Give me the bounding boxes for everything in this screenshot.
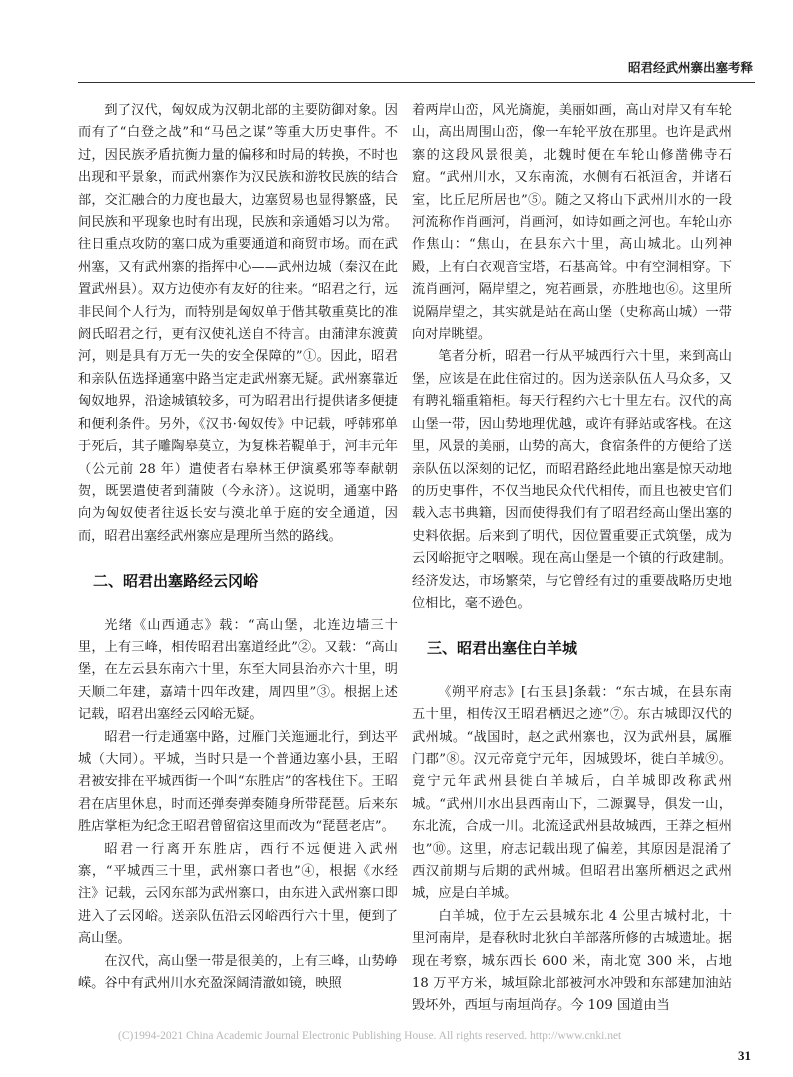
paragraph: 着两岸山峦，风光旖旎，美丽如画，高山对岸又有车轮山，高出周围山峦，像一车轮平放在那里。也许是武州寨的这段风景很美，北魏时便在车轮山修凿佛寺石窟。“武州川水，又东南流，水侧有石祇洹舍，并诸石室，比丘尼所居也”⑤。随之又将山下武州川水的一段河流称作肖画河，肖画河，如诗如画之河也。车轮山亦作焦山：“焦山，在县东六十里，高山城北。山列神殿，上有白衣观音宝塔，石基高耸。中有空洞相穿。下流肖画河，隔岸望之，宛若画景，亦胜地也⑥。这里所说隔岸望之，其实就是站在高山堡（史称高山城）一带向对岸眺望。 [412,103,732,343]
paragraph: 在汉代，高山堡一带是很美的，上有三峰，山势峥嵘。谷中有武州川水充盈深阔清澈如镜，映照 [78,953,398,992]
paragraph: 《朔平府志》[右玉县]条载：“东古城，在县东南五十里，相传汉王昭君栖迟之迹”⑦。东古城即汉代的武州城。“战国时，赵之武州寨也，汉为武州县，属雁门郡”⑧。汉元帝竟宁元年，因城毁坏，徙白羊城⑨。竟宁元年武州县徙白羊城后，白羊城即改称武州城。“武州川水出县西南山下，二源翼导，俱发一山，东北流，合成一川。北流迳武州县故城西，王莽之桓州也”⑩。这里，府志记载出现了偏差，其原因是混淆了西汉前期与后期的武州城。但昭君出塞所栖迟之武州城，应是白羊城。 [412,684,732,902]
paragraph: 光绪《山西通志》载：“高山堡，北连边墙三十里，上有三峰，相传昭君出塞道经此”②。又载：“高山堡，在左云县东南六十里，东至大同县治亦六十里，明天顺二年建，嘉靖十四年改建，周四里”③。根据上述记载，昭君出塞经云冈峪无疑。 [78,617,398,723]
paragraph: 到了汉代，匈奴成为汉朝北部的主要防御对象。因而有了“白登之战”和“马邑之谋”等重大历史事件。不过，因民族矛盾抗衡力量的偏移和时局的转换，不时也出现和平景象，而武州寨作为汉民族和游牧民族的结合部，交汇融合的力度也最大，边塞贸易也显得繁盛，民间民族和平现象也时有出现，民族和亲通婚习以为常。往日重点攻防的塞口成为重要通道和商贸市场。而在武州塞，又有武州寨的指挥中心——武州边城（秦汉在此置武州县）。双方边使亦有友好的往来。“昭君之行，远非民间个人行为，而特别是匈奴单于偕其敬重莫比的准阏氏昭君之行，更有汉使礼送自不待言。由蒲津东渡黄河，则是具有万无一失的安全保障的”①。因此，昭君和亲队伍选择通塞中路当定走武州寨无疑。武州寨靠近匈奴地界，沿途城镇较多，可为昭君出行提供诸多便捷和便利条件。另外，《汉书·匈奴传》中记载，呼韩邪单于死后，其子雕陶皋莫立，为复株若鞮单于，河丰元年（公元前 28 年）遣使者右皋林王伊演奚邪等奉献朝贺，既罢遣使者到蒲陂（今永济）。这说明，通塞中路向为匈奴使者往返长安与漠北单于庭的安全通道，因而，昭君出塞经武州寨应是理所当然的路线。 [78,103,398,544]
right-column [412,100,732,1018]
header-rule [78,82,755,83]
page-number: 31 [738,1048,751,1063]
paragraph: 白羊城，位于左云县城东北 4 公里古城村北，十里河南岸，是春秋时北狄白羊部落所修的古城遗址。据现在考察，城东西长 600 米，南北宽 300 米，占地 18 万平方米，城垣除北部被河水冲毁和东部建加油站毁坏外，西垣与南垣尚存。今 109 国道由当 [412,908,732,1014]
section-heading: 三、昭君出塞住白羊城 [427,639,578,658]
paragraph: 昭君一行走通塞中路，过雁门关迤逦北行，到达平城（大同）。平城，当时只是一个普通边塞小县，王昭君被安排在平城西街一个叫“东胜店”的客栈住下。王昭君在店里休息，时而还弹奏弹奏随身所带琵琶。后来东胜店掌柜为纪念王昭君曾留宿这里而改为“琵琶老店”。 [78,729,398,835]
running-header-title: 昭君经武州寨出塞考释 [627,60,753,75]
copyright-watermark: (C)1994-2021 China Academic Journal Electronic Publishing House. All rights reserved. http://www.cnki.net [118,1030,622,1042]
left-column [78,100,398,995]
section-heading: 二、昭君出塞路经云冈峪 [93,572,259,591]
paragraph: 昭君一行离开东胜店，西行不远便进入武州寨，“平城西三十里，武州寨口者也”④，根据《水经注》记载，云冈东部为武州寨口，由东进入武州寨口即进入了云冈峪。送亲队伍沿云冈峪西行六十里，便到了高山堡。 [78,841,398,947]
paragraph: 笔者分析，昭君一行从平城西行六十里，来到高山堡，应该是在此住宿过的。因为送亲队伍人马众多，又有聘礼辎重箱柜。每天行程约六七十里左右。汉代的高山堡一带，因山势地理优越，或许有驿站或客栈。在这里，风景的美丽，山势的高大，食宿条件的方便给了送亲队伍以深刻的记忆，而昭君路经此地出塞是惊天动地的历史事件，不仅当地民众代代相传，而且也被史官们载入志书典籍，因而使得我们有了昭君经高山堡出塞的史料依据。后来到了明代，因位置重要正式筑堡，成为云冈峪扼守之咽喉。现在高山堡是一个镇的行政建制。经济发达，市场繁荣，与它曾经有过的重要战略历史地位相比，毫不逊色。 [412,349,732,611]
